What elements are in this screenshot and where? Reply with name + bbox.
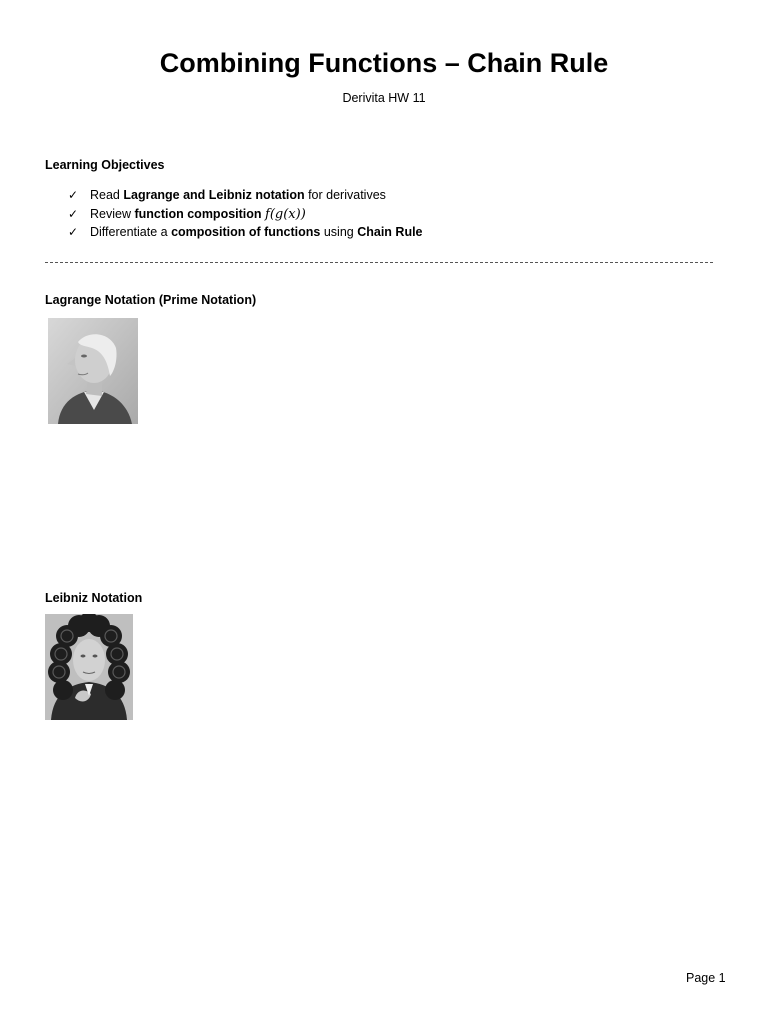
section-divider: [45, 262, 713, 263]
objectives-list: [68, 186, 423, 242]
learning-objectives-heading: Learning Objectives: [45, 158, 165, 172]
check-icon: ✓: [68, 225, 79, 239]
lagrange-portrait: [48, 318, 138, 424]
objective-item: ✓ Read Lagrange and Leibniz notation for derivatives: [68, 186, 423, 205]
check-icon: ✓: [68, 188, 79, 202]
check-icon: ✓: [68, 206, 79, 221]
objective-item: ✓ Differentiate a composition of functions using Chain Rule: [68, 223, 423, 242]
page-number: Page 1: [686, 971, 726, 985]
composition-formula: f(g(x)): [265, 206, 306, 222]
document-title: Combining Functions – Chain Rule: [159, 48, 609, 78]
objective-item: ✓ Review function composition f(g(x)): [68, 206, 306, 222]
leibniz-heading: Leibniz Notation: [45, 591, 143, 605]
lagrange-heading: Lagrange Notation (Prime Notation): [45, 293, 257, 307]
document-subtitle: Derivita HW 11: [342, 91, 426, 105]
leibniz-portrait: [45, 614, 133, 720]
